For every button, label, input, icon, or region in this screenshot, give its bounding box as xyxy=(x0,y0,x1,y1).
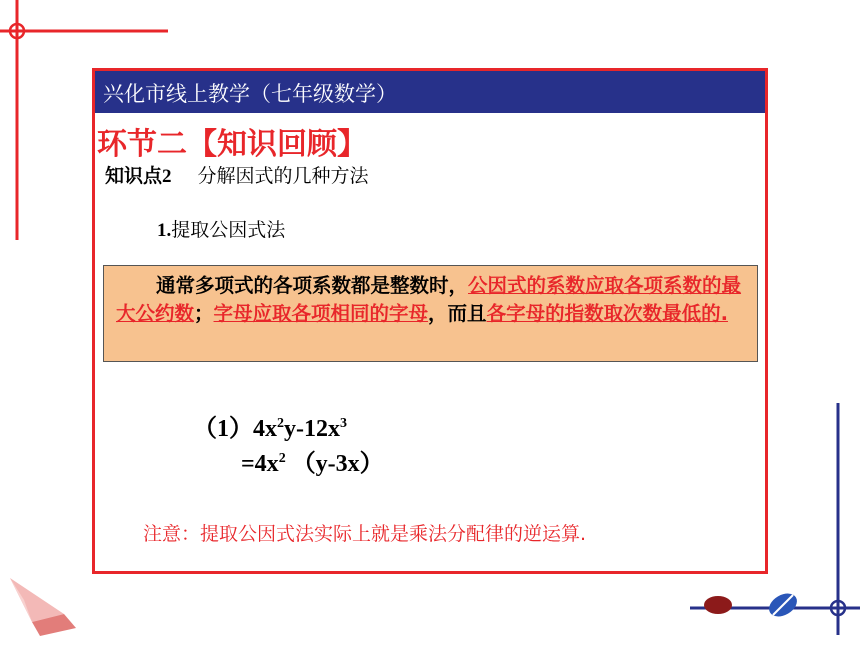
rule-highlight-exponent: 各字母的指数取次数最低的. xyxy=(486,302,728,325)
rule-text-3: ，而且 xyxy=(428,302,487,325)
example-line-1 xyxy=(193,408,347,443)
section-title: 环节二【知识回顾】 xyxy=(97,127,367,162)
formula-term: 4x xyxy=(253,416,277,442)
paper-crane-icon xyxy=(4,570,79,640)
knowledge-point-number: 知识点2 xyxy=(105,166,172,187)
formula-exponent: 2 xyxy=(278,451,286,466)
rule-text-1: 通常多项式的各项系数都是整数时， xyxy=(156,274,469,297)
formula-term: （y-3x） xyxy=(285,451,384,477)
rule-box xyxy=(103,265,758,362)
example-line-2 xyxy=(241,443,384,478)
formula-term: =4x xyxy=(241,451,279,477)
method-number: 1. xyxy=(157,220,172,241)
knowledge-point xyxy=(105,161,369,188)
title-bar xyxy=(95,71,765,113)
rule-highlight-coefficient: 公因式的系数应取各项系数的最大公约数 xyxy=(116,274,742,325)
rule-highlight-letters: 字母应取各项相同的字母 xyxy=(213,302,429,325)
formula-exponent: 2 xyxy=(277,416,284,431)
knowledge-point-topic: 分解因式的几种方法 xyxy=(197,165,369,187)
red-ball-icon xyxy=(704,596,732,614)
method-name: 提取公因式法 xyxy=(171,219,286,241)
formula-exponent: 3 xyxy=(340,416,347,431)
method-heading xyxy=(157,215,285,242)
page-title: 兴化市线上教学（七年级数学） xyxy=(103,82,397,106)
attention-note: 注意：提取公因式法实际上就是乘法分配律的逆运算. xyxy=(143,523,587,545)
rule-text-2: ； xyxy=(194,302,214,325)
formula-term: y-12x xyxy=(284,416,340,442)
slide-frame xyxy=(92,68,768,574)
example-label: （1） xyxy=(193,416,253,442)
